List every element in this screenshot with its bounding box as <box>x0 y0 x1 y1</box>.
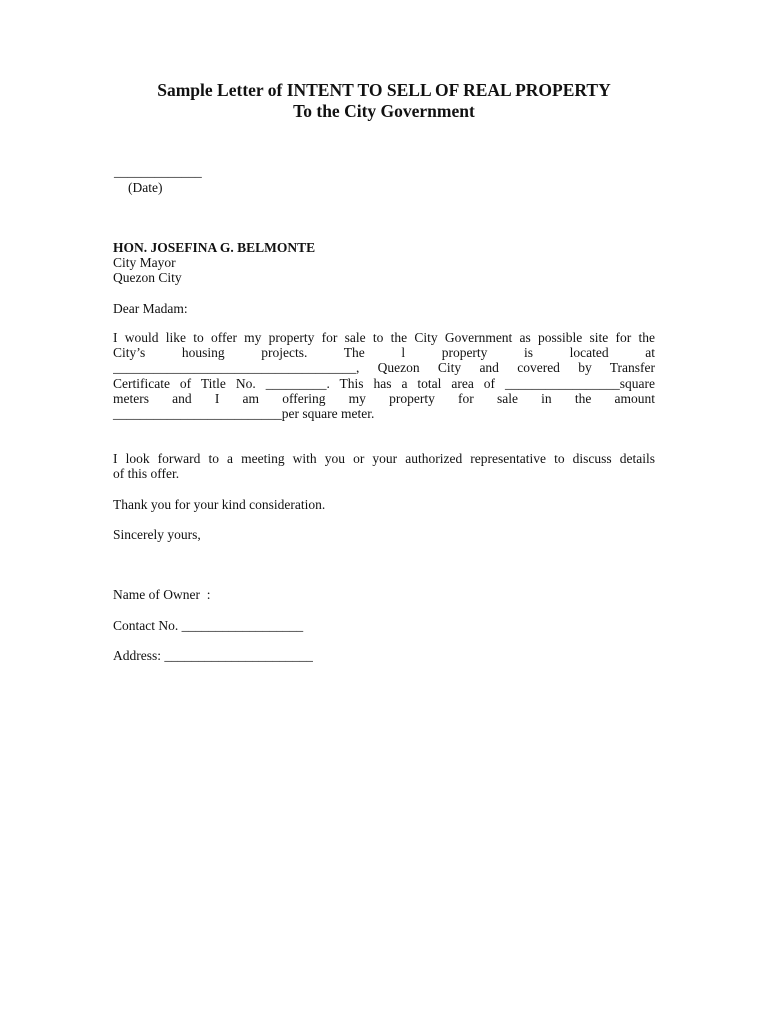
date-label: (Date) <box>128 180 163 195</box>
para1-line-4: Certificate of Title No. _________. This has a total area of _________________square <box>113 376 655 391</box>
thanks-line: Thank you for your kind consideration. <box>113 497 326 512</box>
addressee-name: HON. JOSEFINA G. BELMONTE <box>113 240 316 255</box>
title-line-2: To the City Government <box>293 101 475 121</box>
para1-line-1: I would like to offer my property for sale to the City Government as possible site for the <box>113 330 655 345</box>
closing-line: Sincerely yours, <box>113 527 201 542</box>
title-line-1: Sample Letter of INTENT TO SELL OF REAL PROPERTY <box>157 80 611 100</box>
para2-line-2: of this offer. <box>113 466 180 481</box>
date-blank: _____________ <box>114 164 202 179</box>
owner-name-field: Name of Owner : <box>113 587 211 602</box>
addressee-city: Quezon City <box>113 270 182 285</box>
salutation: Dear Madam: <box>113 301 188 316</box>
para1-line-3: ____________________________________, Quezon City and covered by Transfer <box>113 360 655 375</box>
para1-line-2: City’s housing projects. The l property is located at <box>113 345 655 360</box>
address-field: Address: ______________________ <box>113 648 313 663</box>
para1-line-5: meters and I am offering my property for sale in the amount <box>113 391 655 406</box>
contact-number-field: Contact No. __________________ <box>113 618 304 633</box>
addressee-title: City Mayor <box>113 255 176 270</box>
para2-line-1: I look forward to a meeting with you or your authorized representative to discuss details <box>113 451 655 466</box>
para1-line-6: _________________________per square meter. <box>113 406 375 421</box>
